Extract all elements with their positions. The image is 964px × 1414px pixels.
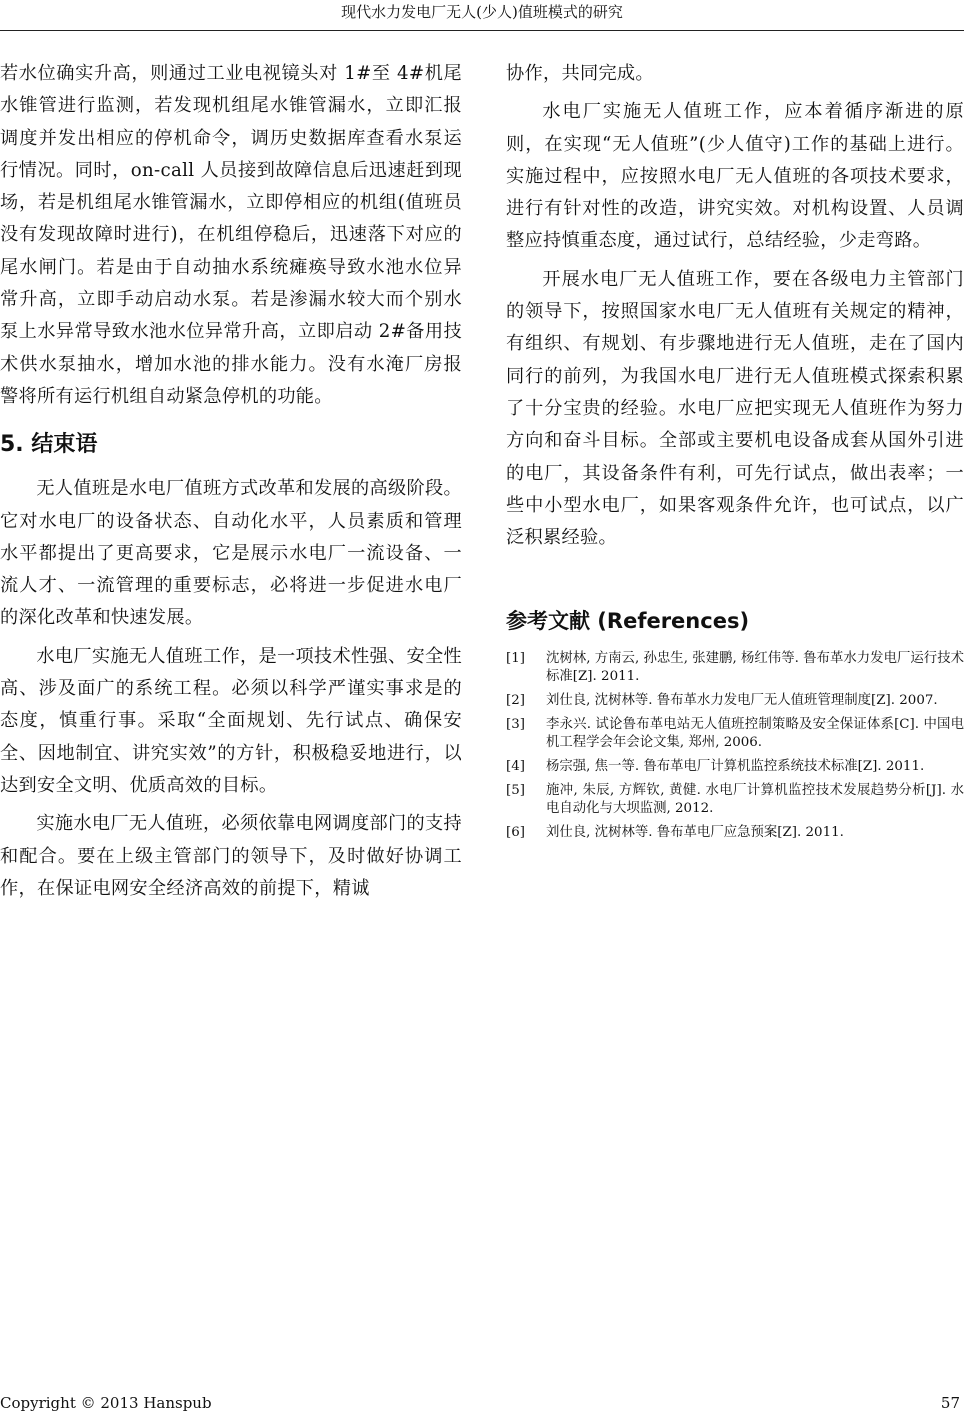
body-paragraph: 水电厂实施无人值班工作，是一项技术性强、安全性高、涉及面广的系统工程。必须以科学严谨实事求是的态度，慎重行事。采取“全面规划、先行试点、确保安全、因地制宜、讲究实效”的方针，积极稳妥地进行，以达到安全文明、优质高效的目标。: [0, 645, 462, 796]
reference-number: [1]: [506, 651, 525, 667]
right-column: [506, 58, 964, 848]
reference-number: [3]: [506, 717, 525, 733]
body-paragraph: 若水位确实升高，则通过工业电视镜头对 1#至 4#机尾水锥管进行监测，若发现机组尾水锥管漏水，立即汇报调度并发出相应的停机命令，调历史数据库查看水泵运行情况。同时，on-call 人员接到故障信息后迅速赶到现场，若是机组尾水锥管漏水，立即停相应的机组(值班员没有发现故障时进行)，在机组停稳后，迅速落下对应的尾水闸门。若是由于自动抽水系统瘫痪导致水池水位异常升高，立即手动启动水泵。若是渗漏水较大而个别水泵上水异常导致水池水位异常升高，立即启动 2#备用技术供水泵抽水，增加水池的排水能力。没有水淹厂房报警将所有运行机组自动紧急停机的功能。: [0, 63, 462, 407]
body-paragraph: 水电厂实施无人值班工作，应本着循序渐进的原则，在实现“无人值班”(少人值守)工作的基础上进行。实施过程中，应按照水电厂无人值班的各项技术要求，进行有针对性的改造，讲究实效。对机构设置、人员调整应持慎重态度，通过试行，总结经验，少走弯路。: [506, 101, 964, 252]
reference-item: [506, 716, 964, 752]
reference-text: 刘仕良, 沈树林等. 鲁布革电厂应急预案[Z]. 2011.: [546, 825, 844, 841]
reference-number: [6]: [506, 825, 525, 841]
reference-text: 李永兴. 试论鲁布革电站无人值班控制策略及安全保证体系[C]. 中国电机工程学会年会论文集, 郑州, 2006.: [546, 717, 964, 751]
reference-item: [506, 692, 964, 710]
reference-number: [5]: [506, 783, 525, 799]
footer-page-number: 57: [940, 1394, 960, 1412]
references-title: 参考文献 (References): [506, 609, 750, 634]
reference-text: 沈树林, 方南云, 孙忠生, 张建鹏, 杨红伟等. 鲁布革水力发电厂运行技术标准[Z]. 2011.: [546, 651, 964, 685]
references-list: [506, 650, 964, 842]
body-paragraph: 无人值班是水电厂值班方式改革和发展的高级阶段。它对水电厂的设备状态、自动化水平，人员素质和管理水平都提出了更高要求，它是展示水电厂一流设备、一流人才、一流管理的重要标志，必将进一步促进水电厂的深化改革和快速发展。: [0, 478, 462, 629]
reference-item: [506, 650, 964, 686]
body-paragraph: 实施水电厂无人值班，必须依靠电网调度部门的支持和配合。要在上级主管部门的领导下，及时做好协调工作，在保证电网安全经济高效的前提下，精诚: [0, 813, 462, 899]
running-header: 现代水力发电厂无人(少人)值班模式的研究: [341, 3, 623, 21]
reference-text: 杨宗强, 焦一等. 鲁布革电厂计算机监控系统技术标准[Z]. 2011.: [546, 759, 925, 775]
reference-number: [4]: [506, 759, 525, 775]
reference-text: 施冲, 朱辰, 方辉钦, 黄健. 水电厂计算机监控技术发展趋势分析[J]. 水电自动化与大坝监测, 2012.: [546, 783, 964, 817]
reference-text: 刘仕良, 沈树林等. 鲁布革水力发电厂无人值班管理制度[Z]. 2007.: [546, 693, 938, 709]
reference-number: [2]: [506, 693, 525, 709]
reference-item: [506, 782, 964, 818]
body-paragraph: 协作，共同完成。: [506, 63, 654, 84]
left-column: [0, 58, 462, 905]
body-paragraph: 开展水电厂无人值班工作，要在各级电力主管部门的领导下，按照国家水电厂无人值班有关规定的精神，有组织、有规划、有步骤地进行无人值班，走在了国内同行的前列，为我国水电厂进行无人值班模式探索积累了十分宝贵的经验。水电厂应把实现无人值班作为努力方向和奋斗目标。全部或主要机电设备成套从国外引进的电厂，其设备条件有利，可先行试点，做出表率；一些中小型水电厂，如果客观条件允许，也可试点，以广泛积累经验。: [506, 268, 964, 549]
header-divider: [0, 30, 964, 31]
reference-item: [506, 824, 964, 842]
footer-copyright: Copyright © 2013 Hanspub: [0, 1394, 212, 1412]
section-title: 5. 结束语: [0, 432, 98, 458]
reference-item: [506, 758, 964, 776]
